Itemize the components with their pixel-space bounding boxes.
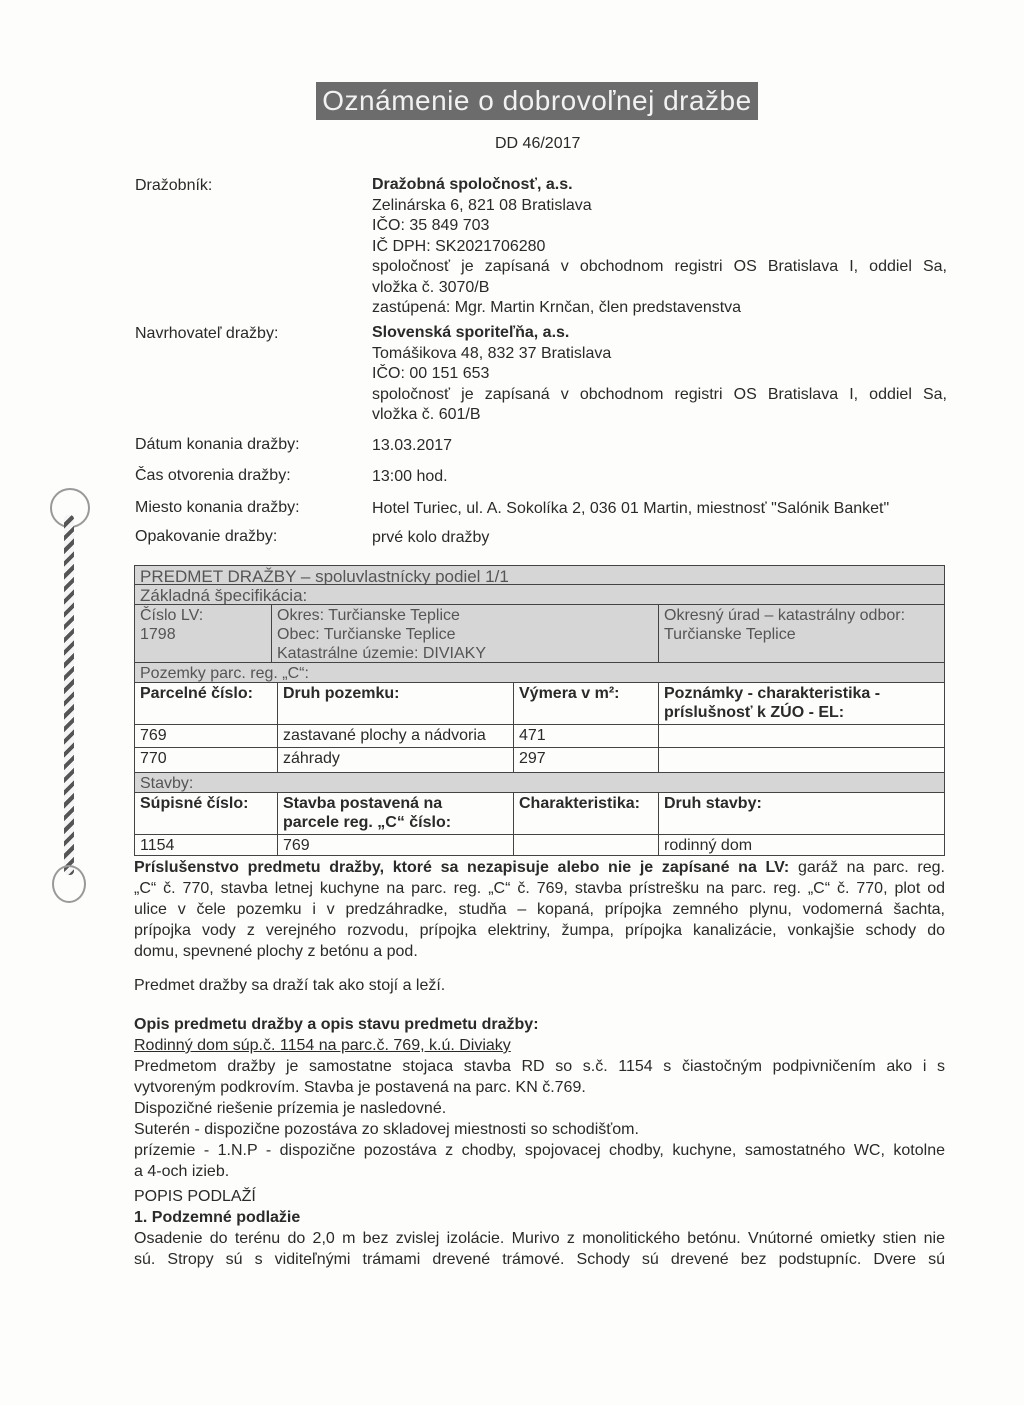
table-row xyxy=(134,747,945,773)
drazobnik-ico: IČO: 35 849 703 xyxy=(372,217,490,234)
col-poznamky-line1: Poznámky - charakteristika - xyxy=(664,685,881,702)
opis-p1-line1: Predmetom dražby je samostatne stojaca stavba RD so s.č. 1154 s čiastočným podpivničením ako i s xyxy=(134,1058,945,1075)
pozemky-row xyxy=(134,662,945,683)
prislusenstvo-paragraph xyxy=(134,857,945,962)
specification-row xyxy=(134,604,945,663)
document-title: Oznámenie o dobrovoľnej dražbe xyxy=(316,82,758,120)
building-parcel: 769 xyxy=(277,835,513,855)
drazobnik-ic-dph: IČ DPH: SK2021706280 xyxy=(372,237,546,255)
parcel-area: 297 xyxy=(513,748,658,772)
prislusenstvo-line4: prípojka vody z verejného rozvodu, prípojka elektriny, žumpa, prípojka kanalizácie, vonkajšie schody do xyxy=(134,922,945,939)
urad-cell xyxy=(658,605,944,662)
opis-p4-line1: prízemie - 1.N.P - dispozične pozostáva z chodby, spojovacej chodby, kuchyne, samostatného WC, kotolne xyxy=(134,1142,945,1159)
prislusenstvo-heading: Príslušenstvo predmetu dražby, ktoré sa nezapisuje alebo nie je zapísané na LV: xyxy=(134,859,790,876)
datum-value: 13.03.2017 xyxy=(372,437,453,454)
building-number: 1154 xyxy=(140,837,175,854)
col-stavba-line2: parcele reg. „C“ číslo: xyxy=(283,814,452,831)
col-vymera: Výmera v m²: xyxy=(513,683,658,724)
building-header-row xyxy=(134,792,945,835)
opis-p1-line2: vytvoreným podkrovím. Stavba je postavená na parc. KN č.769. xyxy=(134,1079,586,1096)
zakladna-header: Základná špecifikácia: xyxy=(140,586,308,604)
lv-label: Číslo LV: xyxy=(140,607,204,624)
miesto-value: Hotel Turiec, ul. A. Sokolíka 2, 036 01 Martin, miestnosť "Salónik Banket" xyxy=(372,500,890,517)
col-druh-stavby: Druh stavby: xyxy=(658,793,944,834)
document-number: DD 46/2017 xyxy=(495,135,581,152)
drazobnik-name: Dražobná spoločnosť, a.s. xyxy=(372,176,573,193)
parcel-note xyxy=(658,725,944,747)
drazobnik-registry: spoločnosť je zapísaná v obchodnom registri OS Bratislava I, oddiel Sa, xyxy=(372,258,947,275)
prislusenstvo-line1: garáž na parc. reg. xyxy=(797,859,945,876)
drazobnik-block xyxy=(372,175,947,319)
opis-p2: Dispozičné riešenie prízemia je nasledovné. xyxy=(134,1100,447,1117)
cas-label: Čas otvorenia dražby: xyxy=(135,467,291,484)
col-parcelne: Parcelné číslo: xyxy=(140,685,253,702)
location-cell xyxy=(271,605,658,662)
prislusenstvo-line3: ulice v čele pozemku i v predzáhradke, studňa – kopaná, prípojka zemného plynu, vodomerná šachta, xyxy=(134,901,945,918)
col-stavba-line1: Stavba postavená na xyxy=(283,795,443,812)
col-charakteristika: Charakteristika: xyxy=(513,793,658,834)
popis-p5-line1: Osadenie do terénu do 2,0 m bez zvislej izolácie. Murivo z monolitického betónu. Vnútorné omietky stien nie xyxy=(134,1230,945,1247)
prislusenstvo-line2: „C“ č. 770, stavba letnej kuchyne na parc. reg. „C“ č. 769, stavba prístrešku na parc. reg. „C“ č. 770, plot od xyxy=(134,880,945,897)
parcel-number: 770 xyxy=(140,750,167,767)
parcel-number: 769 xyxy=(140,727,167,744)
pozemky-header: Pozemky parc. reg. „C“: xyxy=(140,665,309,682)
col-stavba xyxy=(277,793,513,834)
opakovanie-value: prvé kolo dražby xyxy=(372,529,490,546)
okres-text: Okres: Turčianske Teplice xyxy=(277,607,460,624)
opis-subheading: Rodinný dom súp.č. 1154 na parc.č. 769, k.ú. Diviaky xyxy=(134,1037,511,1054)
parcel-area: 471 xyxy=(513,725,658,747)
opis-p4-line2: a 4-och izieb. xyxy=(134,1163,230,1180)
cas-value: 13:00 hod. xyxy=(372,468,448,485)
podlazie-heading: 1. Podzemné podlažie xyxy=(134,1209,301,1226)
stavby-header: Stavby: xyxy=(140,775,194,792)
lv-value: 1798 xyxy=(140,626,176,643)
popis-p5-line2: sú. Stropy sú s viditeľnými trámami drevené trámové. Schody sú drevené bez podstupníc. Dvere sú xyxy=(134,1251,945,1268)
navrhovatel-ico: IČO: 00 151 653 xyxy=(372,365,490,382)
col-druh: Druh pozemku: xyxy=(277,683,513,724)
drazobnik-registry-insert: vložka č. 3070/B xyxy=(372,278,490,296)
drazobnik-address: Zelinárska 6, 821 08 Bratislava xyxy=(372,196,592,214)
opis-p3: Suterén - dispozične pozostáva zo skladovej miestnosti so schodišťom. xyxy=(134,1121,639,1138)
building-characteristic xyxy=(513,835,658,855)
stavby-row xyxy=(134,772,945,793)
drazobnik-representative: zastúpená: Mgr. Martin Krnčan, člen predstavenstva xyxy=(372,299,742,316)
parcel-type: záhrady xyxy=(277,748,513,772)
navrhovatel-registry: spoločnosť je zapísaná v obchodnom registri OS Bratislava I, oddiel Sa, xyxy=(372,385,947,403)
miesto-label: Miesto konania dražby: xyxy=(135,499,300,516)
navrhovatel-label: Navrhovateľ dražby: xyxy=(135,325,279,342)
opis-section xyxy=(134,1014,945,1182)
predmet-row xyxy=(134,565,945,585)
zakladna-row xyxy=(134,584,945,605)
navrhovatel-block xyxy=(372,323,947,426)
opakovanie-label: Opakovanie dražby: xyxy=(135,528,278,545)
popis-heading: POPIS PODLAŽÍ xyxy=(134,1188,256,1205)
okresny-urad-label: Okresný úrad – katastrálny odbor: xyxy=(664,607,906,624)
okresny-urad-value: Turčianske Teplice xyxy=(664,626,796,643)
parcel-type: zastavané plochy a nádvoria xyxy=(277,725,513,747)
col-supisne: Súpisné číslo: xyxy=(140,795,249,812)
opis-heading: Opis predmetu dražby a opis stavu predmetu dražby: xyxy=(134,1016,539,1033)
prislusenstvo-line5: domu, spevnené plochy z betónu a pod. xyxy=(134,943,418,960)
stav-sentence: Predmet dražby sa draží tak ako stojí a leží. xyxy=(134,977,446,994)
col-poznamky-line2: príslušnosť k ZÚO - EL: xyxy=(664,704,845,721)
col-poznamky xyxy=(658,683,944,724)
binding-ring-bottom xyxy=(52,865,86,903)
navrhovatel-registry-insert: vložka č. 601/B xyxy=(372,406,481,423)
building-type: rodinný dom xyxy=(658,835,944,855)
drazobnik-label: Dražobník: xyxy=(135,177,213,194)
lv-cell xyxy=(135,605,271,662)
table-row xyxy=(134,724,945,748)
parcels-header-row xyxy=(134,682,945,725)
navrhovatel-address: Tomášikova 48, 832 37 Bratislava xyxy=(372,344,612,362)
navrhovatel-name: Slovenská sporiteľňa, a.s. xyxy=(372,324,570,341)
binding-string xyxy=(64,515,74,875)
obec-text: Obec: Turčianske Teplice xyxy=(277,626,456,643)
katastralne-text: Katastrálne územie: DIVIAKY xyxy=(277,645,486,662)
popis-section xyxy=(134,1186,945,1270)
datum-label: Dátum konania dražby: xyxy=(135,436,300,453)
parcel-note xyxy=(658,748,944,772)
table-row xyxy=(134,834,945,856)
predmet-header: PREDMET DRAŽBY – spoluvlastnícky podiel 1/1 xyxy=(140,567,509,584)
